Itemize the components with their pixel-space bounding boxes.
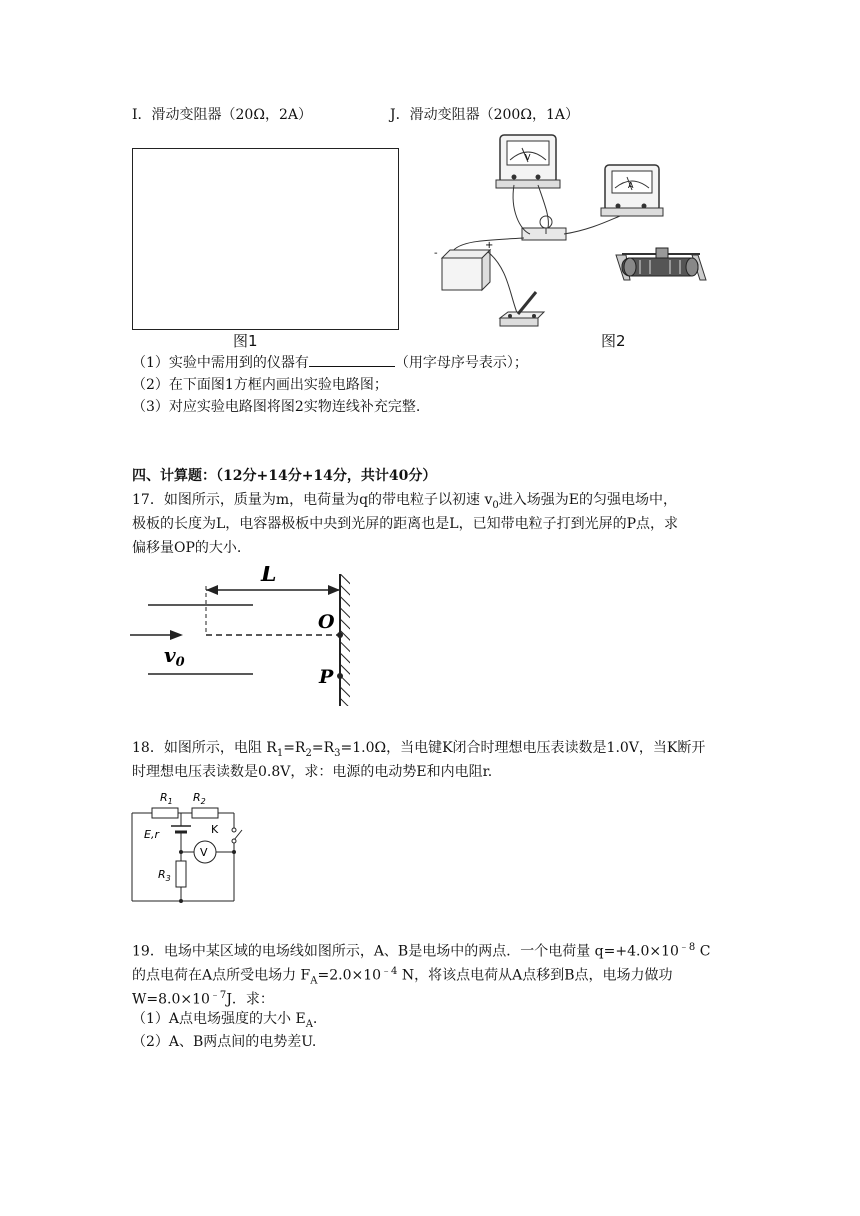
battery-minus: - [434,248,438,259]
q19-line3 [132,985,274,1011]
q17-figure [128,566,363,708]
resistor-R1 [152,808,178,818]
q16-part1 [132,352,528,374]
item-j: J．滑动变阻器（200Ω，1A） [390,107,579,123]
q18-c: =R [311,740,335,756]
q18-s1: 1 [276,747,284,759]
q17-line1-b: 进入场强为E的匀强电场中， [498,492,678,508]
q17-line2: 极板的长度为L，电容器极板中央到光屏的距离也是L，已知带电粒子打到光屏的P点，求 [132,516,679,532]
switch-icon [500,292,544,326]
q19-line3-sup: ﹣7 [209,990,227,1001]
q19-part1-sub: A [305,1018,313,1030]
q17-line1-sub: 0 [492,499,499,511]
q17-line1-a: 17．如图所示，质量为m，电荷量为q的带电粒子以初速 v [132,492,493,508]
q19-line1-sup: ﹣8 [678,942,696,953]
battery-plus: + [485,240,494,251]
q19-line3-b: J．求： [226,991,274,1008]
q19-line1-a: 19．电场中某区域的电场线如图所示，A、B是电场中的两点．一个电荷量 q=+4.0×10 [132,943,679,960]
q19-part1-b: . [312,1011,318,1027]
figure1-box [132,148,399,330]
q19-line3-a: W=8.0×10 [132,991,210,1008]
q19-part1-a: （1）A点电场强度的大小 E [132,1011,306,1027]
q16-part2: （2）在下面图1方框内画出实验电路图； [132,377,388,393]
ammeter-letter: A [628,181,634,190]
label-O: O [318,611,335,633]
q16-part1-tail: （用字母序号表示）； [394,355,528,371]
resistor-R3 [176,861,186,887]
label-R2: $R_2$ [193,791,206,806]
voltmeter-label: V [200,846,208,859]
q18-s3: 3 [334,747,341,759]
q19-line1-b: C [695,943,711,960]
label-R1: $R_1$ [160,791,173,806]
item-i: I．滑动变阻器（20Ω，2A） [132,107,312,123]
label-P: P [319,666,334,688]
label-v0: $v_0$ [164,643,185,670]
section-heading: 四、计算题：（12分+14分+14分，共计40分） [132,468,437,484]
label-K: K [211,823,219,836]
answer-blank [309,352,395,367]
figure2-apparatus [430,130,710,335]
label-Er: E,r [144,828,159,841]
q18-b: =R [283,740,306,756]
q18-a: 18．如图所示，电阻 R [132,740,277,756]
label-L: L [261,566,277,587]
resistor-R2 [192,808,218,818]
rheostat-icon [616,248,706,280]
q19-part2: （2）A、B两点间的电势差U. [132,1034,317,1050]
q18-d: =1.0Ω，当电键K闭合时理想电压表读数是1.0V，当K断开 [340,740,706,756]
figure2-label: 图2 [601,332,626,350]
ammeter-icon [601,165,663,216]
q19-line2-c: N，将该点电荷从A点移到B点，电场力做功 [397,967,673,984]
q16-part3: （3）对应实验电路图将图2实物连线补充完整. [132,399,421,415]
q18-circuit [128,788,253,906]
q19-line2-sub: A [310,975,318,987]
q19-line2-a: 的点电荷在A点所受电场力 F [132,967,311,984]
q17-line3: 偏移量OP的大小. [132,540,242,556]
q18-s2: 2 [305,747,312,759]
q19-line2-b: =2.0×10 [317,967,382,984]
voltmeter-letter: V [525,153,531,162]
bulb-icon [522,216,566,240]
label-R3: $R_3$ [158,868,171,883]
battery-icon [434,240,493,290]
q19-line1 [132,937,710,963]
q19-line2-sup: ﹣4 [381,966,398,977]
q16-part1-text: （1）实验中需用到的仪器有 [132,355,309,371]
voltmeter-icon [496,135,560,188]
figure1-label: 图1 [233,332,258,350]
q18-line2: 时理想电压表读数是0.8V，求：电源的电动势E和内电阻r. [132,764,493,780]
